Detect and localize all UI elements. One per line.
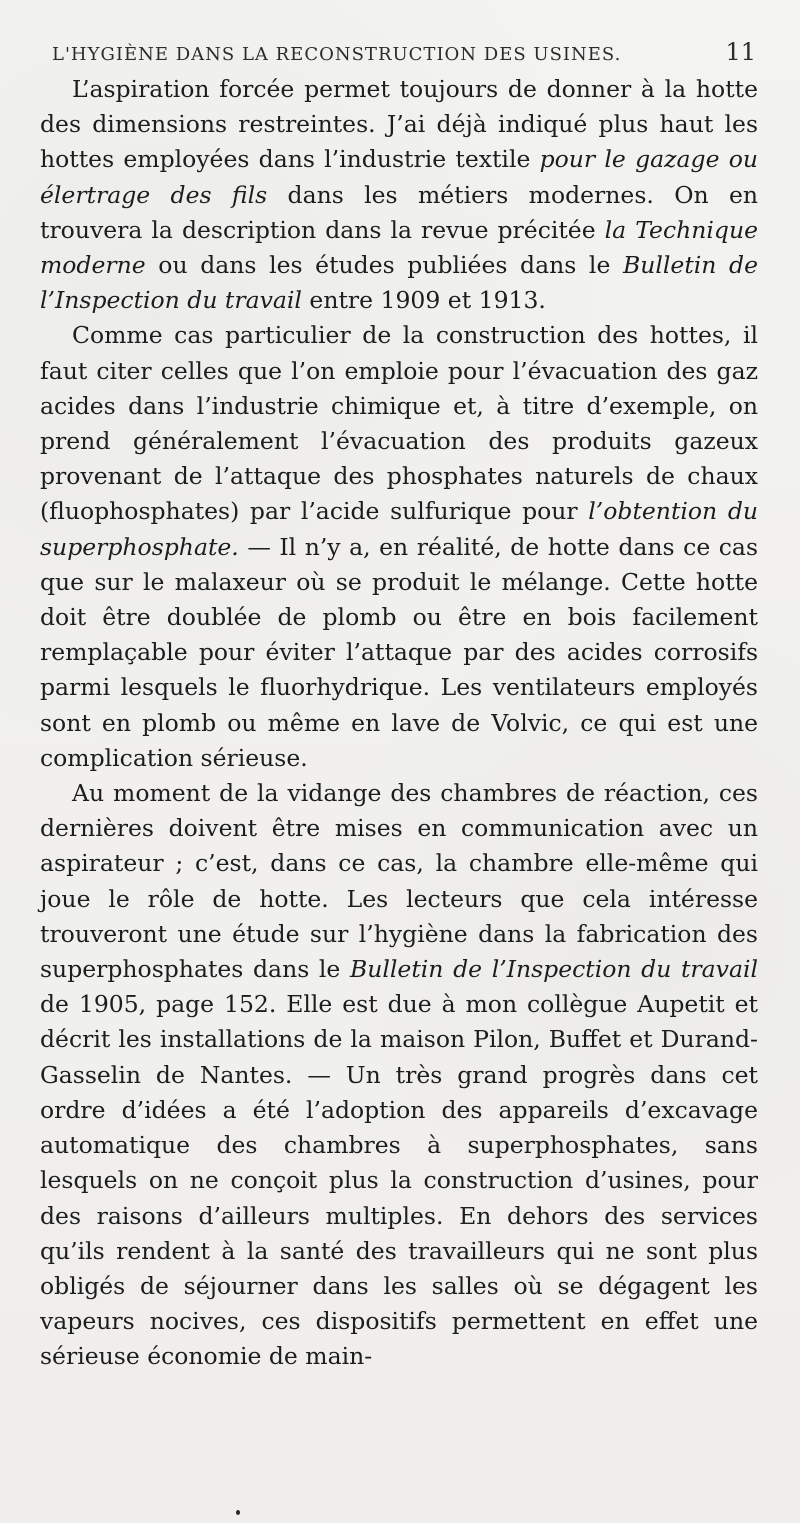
paragraph-1-italic-1: pour le gazage ou élertrage des fils [40,145,758,209]
body-text [40,72,758,1375]
paragraph-1-text-4: entre 1909 et 1913. [301,286,546,315]
paragraph-3-text-1: Au moment de la vidange des chambres de réaction, ces dernières doivent être mises en communication avec un aspirateur ; c’est, dans ce cas, la chambre elle-même qui joue le rôle de hotte. Les lecteurs que cela intéresse trouveront une étude sur l’hygiène dans la fabrication des superphosphates dans le [40,779,758,984]
running-title: L'HYGIÈNE DANS LA RECONSTRUCTION DES USINES. [52,44,622,65]
paragraph-2 [40,318,758,776]
paragraph-1-text-1: L’aspiration forcée permet toujours de donner à la hotte des dimensions restreintes. J’ai déjà indiqué plus haut les hottes employées dans l’industrie textile [40,75,758,174]
paragraph-2-italic-1: l’obtention du superphosphate. [40,497,758,561]
paragraph-1-text-2: dans les métiers modernes. On en trouvera la description dans la revue précitée [40,180,758,244]
bottom-print-mark [236,1510,240,1515]
paragraph-2-text-2: — Il n’y a, en réalité, de hotte dans ce cas que sur le malaxeur où se produit le mélange. Cette hotte doit être doublée de plomb ou être en bois facilement remplaçable pour éviter l’attaque par des acides corrosifs parmi lesquels le fluorhydrique. Les ventilateurs employés sont en plomb ou même en lave de Volvic, ce qui est une complication sérieuse. [40,532,758,772]
running-head [40,38,758,66]
paragraph-1-italic-3: Bulletin de l’Inspection du travail [40,251,758,315]
paragraph-3-italic-1: Bulletin de l’Inspection du travail [350,955,758,984]
page-number: 11 [725,38,756,66]
paragraph-1-italic-2: la Technique moderne [40,215,758,280]
paragraph-3-text-2: de 1905, page 152. Elle est due à mon collègue Aupetit et décrit les installations de la maison Pilon, Buffet et Durand-Gasselin de Nantes. — Un très grand progrès dans cet ordre d’idées a été l’adoption des appareils d’excavage automatique des chambres à superphosphates, sans lesquels on ne conçoit plus la construction d’usines, pour des raisons d’ailleurs multiples. En dehors des services qu’ils rendent à la santé des travailleurs qui ne sont plus obligés de séjourner dans les salles où se dégagent les vapeurs nocives, ces dispositifs permettent en effet une sérieuse économie de main- [40,990,758,1371]
paragraph-3 [40,776,758,1374]
paragraph-1-text-3: ou dans les études publiées dans le [145,251,623,280]
paragraph-2-text-1: Comme cas particulier de la construction des hottes, il faut citer celles que l’on emploie pour l’évacuation des gaz acides dans l’industrie chimique et, à titre d’exemple, on prend généralement l’évacuation des produits gazeux provenant de l’attaque des phosphates naturels de chaux (fluophosphates) par l’acide sulfurique pour [40,321,758,526]
paragraph-1 [40,72,758,318]
